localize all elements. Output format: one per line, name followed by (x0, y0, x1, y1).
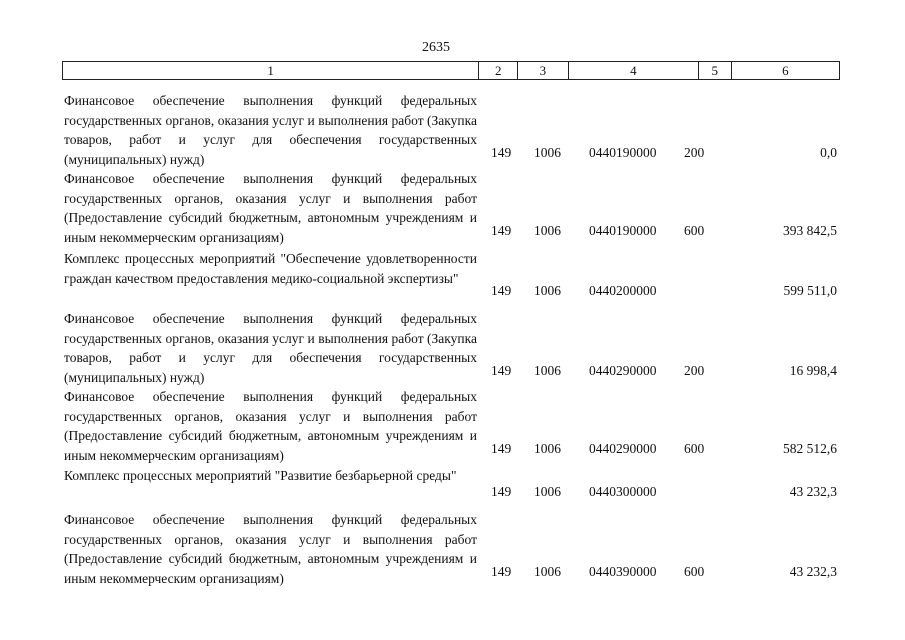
row-description: Финансовое обеспечение выполнения функций федеральных государственных органов, оказания услуг и выполнения работ (Закупка товаров, работ и услуг для обеспечения государственных (муниципальных) нужд) (64, 311, 477, 385)
cell-col5: 200 (684, 145, 705, 160)
cell-col4: 0440190000 (589, 223, 657, 238)
cell-col3: 1006 (534, 283, 561, 298)
cell-col2: 149 (491, 145, 512, 160)
cell-col4: 0440290000 (589, 441, 657, 456)
row-description: Финансовое обеспечение выполнения функций федеральных государственных органов, оказания услуг и выполнения работ (Предоставление субсидий бюджетным, автономным учреждениям и иным некоммерческим организациям) (64, 389, 477, 463)
cell-col4: 0440390000 (589, 564, 657, 579)
cell-col6: 599 511,0 (783, 283, 837, 298)
cell-col6: 16 998,4 (789, 363, 837, 378)
cell-col5: 600 (684, 441, 705, 456)
column-header: 2 (478, 62, 517, 79)
column-header: 6 (731, 62, 839, 79)
cell-col3: 1006 (534, 441, 561, 456)
cell-col3: 1006 (534, 484, 561, 499)
column-header: 1 (267, 63, 274, 78)
table-header (62, 61, 840, 80)
cell-col5: 200 (684, 363, 705, 378)
cell-col4: 0440190000 (589, 145, 657, 160)
cell-col3: 1006 (534, 363, 561, 378)
cell-col2: 149 (491, 441, 512, 456)
column-header: 5 (698, 62, 731, 79)
row-description: Комплекс процессных мероприятий "Обеспечение удовлетворенности граждан качеством предоставления медико-социальной экспертизы" (64, 251, 477, 286)
cell-col3: 1006 (534, 145, 561, 160)
cell-col6: 582 512,6 (783, 441, 837, 456)
cell-col4: 0440300000 (589, 484, 657, 499)
cell-col6: 43 232,3 (789, 484, 837, 499)
row-description: Комплекс процессных мероприятий "Развитие безбарьерной среды" (64, 468, 457, 483)
cell-col5: 600 (684, 223, 705, 238)
row-description: Финансовое обеспечение выполнения функций федеральных государственных органов, оказания услуг и выполнения работ (Предоставление субсидий бюджетным, автономным учреждениям и иным некоммерческим организациям) (64, 171, 477, 245)
cell-col6: 393 842,5 (783, 223, 837, 238)
cell-col2: 149 (491, 363, 512, 378)
cell-col6: 0,0 (820, 145, 837, 160)
cell-col2: 149 (491, 283, 512, 298)
page-number: 2635 (422, 40, 450, 55)
column-header: 4 (568, 62, 698, 79)
cell-col4: 0440290000 (589, 363, 657, 378)
cell-col3: 1006 (534, 564, 561, 579)
cell-col4: 0440200000 (589, 283, 657, 298)
cell-col2: 149 (491, 223, 512, 238)
cell-col2: 149 (491, 484, 512, 499)
cell-col5: 600 (684, 564, 705, 579)
row-description: Финансовое обеспечение выполнения функций федеральных государственных органов, оказания услуг и выполнения работ (Закупка товаров, работ и услуг для обеспечения государственных (муниципальных) нужд) (64, 93, 477, 167)
column-header: 3 (517, 62, 568, 79)
cell-col2: 149 (491, 564, 512, 579)
cell-col3: 1006 (534, 223, 561, 238)
cell-col6: 43 232,3 (789, 564, 837, 579)
row-description: Финансовое обеспечение выполнения функций федеральных государственных органов, оказания услуг и выполнения работ (Предоставление субсидий бюджетным, автономным учреждениям и иным некоммерческим организациям) (64, 512, 477, 586)
